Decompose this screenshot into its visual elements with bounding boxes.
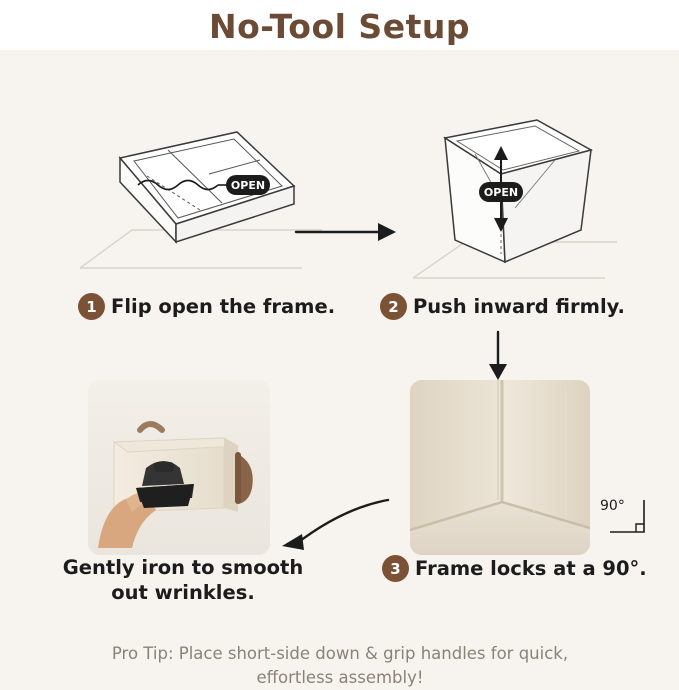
header-bar [0, 0, 679, 50]
arrow-step3-to-iron [268, 490, 398, 560]
step-2-illustration [405, 90, 620, 295]
instruction-canvas [0, 50, 679, 687]
svg-text:OPEN: OPEN [230, 179, 266, 192]
step-2-badge: 2 [380, 293, 407, 320]
svg-text:OPEN: OPEN [483, 186, 519, 199]
step-1-label [78, 293, 335, 320]
page-title: No-Tool Setup [209, 6, 470, 46]
iron-caption-line-1: Gently iron to smooth [62, 556, 304, 579]
step-3-label [382, 555, 647, 582]
angle-marker [600, 498, 656, 540]
step-3-text: Frame locks at a 90°. [415, 557, 647, 580]
iron-step-caption [40, 556, 326, 606]
arrow-step2-to-step3 [478, 330, 518, 382]
step-1-badge: 1 [78, 293, 105, 320]
open-tag-step-1 [226, 175, 270, 195]
pro-tip [50, 642, 630, 690]
step-1-text: Flip open the frame. [111, 295, 336, 318]
pro-tip-line-2: effortless assembly! [256, 667, 424, 687]
step-2-text: Push inward firmly. [413, 295, 625, 318]
iron-step-photo [88, 380, 270, 555]
iron-caption-line-2: out wrinkles. [111, 580, 255, 604]
step-1-illustration [72, 90, 322, 290]
open-tag-step-2 [479, 182, 523, 202]
step-3-badge: 3 [382, 555, 409, 582]
arrow-step1-to-step2 [292, 210, 402, 250]
step-2-label [380, 293, 625, 320]
angle-label: 90° [600, 498, 625, 514]
pro-tip-line-1: Pro Tip: Place short-side down & grip handles for quick, [111, 644, 569, 663]
corner-lock-photo [410, 380, 590, 555]
